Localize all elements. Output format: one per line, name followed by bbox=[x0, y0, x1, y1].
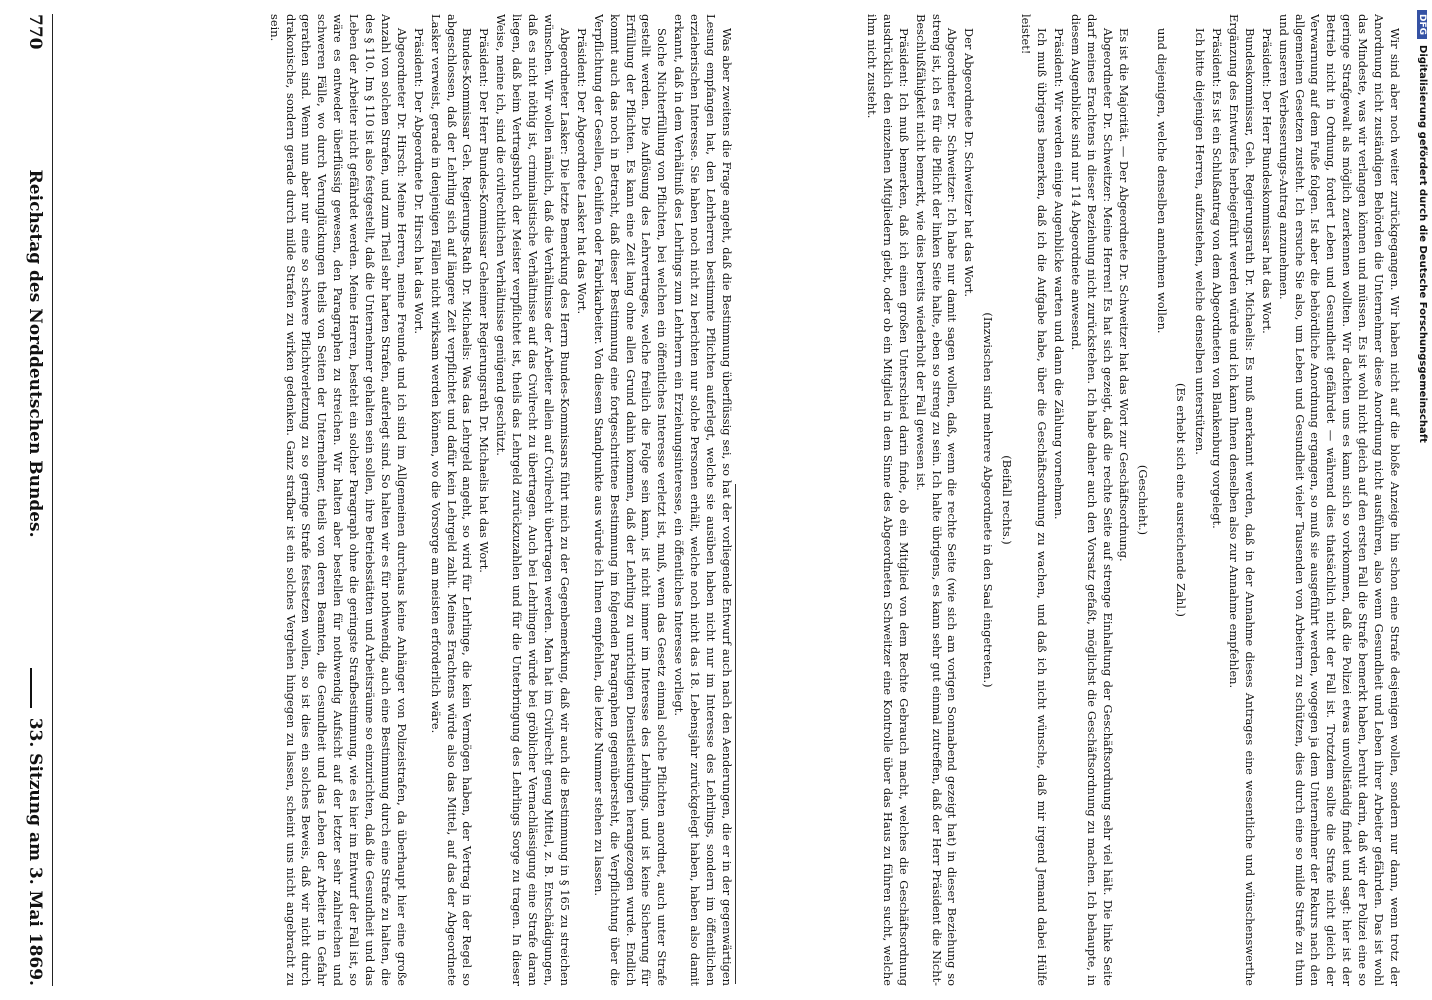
paragraph: Abgeordneter Lasker: Die letzte Bemerkung des Herrn Bundes-Kommissars führt mich zu der Gegenbemerkung, daß wir auch die Bestimmung in § 165 zu streichen wünschen. Wir wollen nämlich, daß die Verhältnisse der Arbeiter allein auf Civilrecht übertragen werden. Man hat im Civilrecht genug Mittel, z. B. Entschädigungen, daß es nicht nöthig ist, criminalistische Verhältnisse auf das Civilrecht zu übertragen. Auch bei Lehrlingen würde bei gröblicher Vernachlässigung eine Strafe daran liegen, daß beim Vertragsbruch der Meister verpflichtet ist, theils das Lehrgeld zurückzuzahlen und für die Unterbringung des Lehrlings Sorge zu tragen. In dieser Weise, meine ich, sind die civilrechtlichen Verhältnisse genügend geschützt. bbox=[494, 14, 572, 986]
paragraph: Der Abgeordnete Dr. Schweitzer hat das Wort. bbox=[962, 28, 977, 298]
publication-title: Reichstag des Norddeutschen Bundes. bbox=[25, 169, 45, 538]
paragraph: Ich muß übrigens bemerken, daß ich die Aufgabe habe, über die Geschäftsordnung zu wachen, und daß ich nicht wünsche, daß mir irgend Jemand dabei Hülfe leistet! bbox=[1019, 14, 1049, 986]
paragraph: Abgeordneter Dr. Schweitzer: Ich habe nur damit sagen wollen, daß, wenn die rechte Seite (wie sich am vorigen Sonnabend gezeigt hat) in dieser Beziehung so streng ist, ich es für die Pflicht der linken Seite halte, eben so streng zu sein. Ich halte übrigens, es kann sehr gut einmal zutreffen, daß der Herr Präsident die Nicht-Beschlußfähigkeit nicht bemerkt, wie dies bereits wiederholt der Fall gewesen ist. bbox=[913, 14, 960, 986]
paragraph: Es ist die Majorität. — Der Abgeordnete Dr. Schweitzer hat das Wort zur Geschäftsordnung. bbox=[1117, 28, 1132, 562]
paragraph: Abgeordneter Dr. Schweitzer: Meine Herren! Es hat sich gezeigt, daß die rechte Seite auf strenge Einhaltung der Geschäftsordnung sehr viel hält. Die linke Seite darf meines Erachtens in dieser Beziehung nicht zurückstehen. Ich habe daher auch den Vorsatz gefaßt, möglichst die Geschäftsordnung zu machen. Ich behaupte, in diesem Augenblicke sind nur 114 Abgeordnete anwesend. bbox=[1068, 14, 1115, 986]
dfg-logo: DFG bbox=[1417, 10, 1427, 39]
paragraph: Ich bitte diejenigen Herren, aufzustehen, welche denselben unterstützen. bbox=[1193, 28, 1208, 455]
speaker-line: Präsident: Ich muß bemerken, daß ich einen großen Unterschied darin finde, ob ein Mitglied von dem Rechte Gebrauch macht, welches die Geschäftsordnung ausdrücklich den einzelnen Mitgliedern giebt, oder ob ein Mitglied in dem Sinne des Abgeordneten Schweitzer eine Kontrolle über das Haus zu führen sucht, welche ihm nicht zusteht. bbox=[864, 14, 911, 986]
session-title bbox=[25, 658, 45, 986]
speaker-line: Präsident: Der Herr Bundeskommissar hat das Wort. bbox=[1259, 28, 1274, 334]
speaker-line: Präsident: Es ist ein Schlußantrag von dem Abgeordneten von Blankenburg vorgelegt. bbox=[1210, 28, 1225, 529]
paragraph: Wir sind aber noch weiter zurückgegangen. Wir haben nicht auf die bloße Anzeige hin schon eine Strafe desjenigen wollen, sondern nur dann, wenn trotz der Anordnung nicht zuständigen Behörden die Unternehmer diese Anordnung nicht ausführen, also wenn Gesundheit und Leben ihrer Arbeiter gefährden. Das ist wohl das Mindeste, was wir verlangen können und müssen. Es ist wohl nicht gleich auf den ersten Fall die Strafe bemerkt haben, beruht darin, daß wir der Polizei eine so geringe Strafgewalt als möglich zuerkennen wollten. Wir dachten uns es kann sich so vorkommen, daß die Polizei etwas unvollständig findet und sagt: hier ist der Betrieb nicht in Ordnung, fordert Leben und Gesundheit gefährdet — während dies thatsächlich nicht der Fall ist. Trotzdem sollte die Strafe nicht gleich der Verwarnung auf dem Fuße folgen. Ist aber die behördliche Anordnung ergangen, so muß sie ausgeführt werden, wogegen ja dem Unternehmer der Rekurs nach den allgemeinen Gesetzen zusteht. Ich ersuche Sie also, um Leben und Gesundheit vieler Tausenden von Arbeitern zu schützen, dies durch eine so milde Strafe zu thun und unseren Verbesserungs-Antrag anzunehmen. bbox=[1276, 14, 1402, 986]
speaker-line: Präsident: Der Herr Bundes-Kommissar Geheimer Regierungsrath Dr. Michaelis hat das Wort. bbox=[477, 28, 492, 573]
dfg-text: Digitalisierung gefördert durch die Deutsche Forschungsgemeinschaft bbox=[1417, 45, 1428, 443]
stage-direction: (Beifall rechts.) bbox=[1000, 455, 1015, 545]
paragraph: Was aber zweitens die Frage angeht, daß die Bestimmung überflüssig sei, so hat der vorliegende Entwurf auch nach den Aenderungen, die er in der gegenwärtigen Lesung empfangen hat, den Lehrherren bestimmte Pflichten auferlegt, welche sie ausüben haben nicht nur im Interesse des Lehrlings, sondern im öffentlichen erzieherischen Interesse. Sie haben noch nicht zu berichten nur solche Personen erhält, welche noch nicht das 18. Lebensjahr zurückgelegt haben, haben also damit erkannt, daß in dem Verhältniß des Lehrlings zum Lehrherrn ein Erziehungsinteresse, ein öffentliches Interesse vorliegt. bbox=[672, 14, 734, 986]
stage-direction: (Inzwischen sind mehrere Abgeordnete in den Saal eingetreten.) bbox=[981, 312, 996, 688]
text-column-right bbox=[740, 14, 1402, 986]
session-title-text: 33. Sitzung am 3. Mai 1869. bbox=[25, 717, 45, 986]
speaker-line: Präsident: Der Abgeordnete Dr. Hirsch hat das Wort. bbox=[411, 28, 426, 334]
paragraph: Solche Nichterfüllung von Pflichten, bei welchen ein öffentliches Interesse verletzt ist, muß, wenn das Gesetz einmal solche Pflichten anordnet, auch unter Strafe gestellt werden. Die Auflösung des Lehrvertrages, welche freilich die Folge sein kann, ist nicht immer im Interesse des Lehrlings, und ist keine Sicherung für Erfüllung der Pflichten. Es kann eine Zeit lang ohne allen Grund dahin kommen, daß der Lehrling zu unrichtigen Dienstleistungen herangezogen wurde. Endlich kommt auch das noch in Betracht, daß dieser Bestimmung eine fortgeschrittene Bestimmung im folgenden Paragraphen gegenübersteht, die Verpflichtung über die Verpflichtung der Gesellen, Gehilfen oder Fabrikarbeiter. Von diesem Standpunkte aus würde ich Ihnen empfehlen, die letzte Nummer stehen zu lassen. bbox=[591, 14, 670, 986]
column-rule bbox=[735, 484, 736, 984]
running-header bbox=[24, 14, 46, 986]
paragraph: und diejenigen, welche denselben annehmen wollen. bbox=[1155, 28, 1170, 334]
text-column-left bbox=[58, 14, 734, 986]
header-rule bbox=[52, 14, 53, 986]
paragraph: Abgeordneter Dr. Hirsch: Meine Herren, meine Freunde und ich sind im Allgemeinen durchaus keine Anhänger von Polizeistrafen, da überhaupt hier eine große Anzahl von solchen Strafen, und zum Theil sehr harten Strafen, auferlegt sind. So halten wir es für nothwendig, auch eine Bestimmung durch eine Strafe zu halten, die des § 110. Im § 110 ist also festgestellt, daß die Unternehmer gehalten sein sollen, ihre Betriebsstätten und Arbeitsräume so einzurichten, daß die Gesundheit und das Leben der Arbeiter nicht gefährdet werden. Meine Herren, besteht ein solcher Paragraph ohne die geringste Strafbestimmung, wie es hier im Entwurf der Fall ist, so wäre es entweder überflüssig gewesen, den Paragraphen zu streichen. Wir halten aber bestellen für nothwendig Aufsicht auf der letzter sehr zahlreichen und schweren Fälle, wo durch Verunglückungen theils von Seiten der Unternehmer, theils von deren Beamten, die Gesundheit und das Leben der Arbeiter in Gefahr gerathen sind. Wenn nun aber nur eine so schwere Pflichtverletzung zu so geringe Strafe festsetzen wollen, so ist dies ein solches Beweis, daß wir nicht durch drakonische, sondern gerade durch milde Strafen zu wirken gedenken. Ganz strafbar ist ein solches Vergehen hingegen zu lassen, scheint uns nicht angebracht zu sein. bbox=[267, 14, 409, 986]
paragraph: Bundeskommissar, Geh. Regierungsrath Dr. Michaelis: Es muß anerkannt werden, daß in der Annahme dieses Antrages eine wesentliche und wünschenswerthe Ergänzung des Entwurfes herbeigeführt werden würde und ich kann Ihnen denselben also zur Annahme empfehlen. bbox=[1226, 14, 1257, 986]
stage-direction: (Es erhebt sich eine ausreichende Zahl.) bbox=[1174, 383, 1189, 617]
stage-direction: (Geschieht.) bbox=[1136, 464, 1151, 536]
speaker-line: Präsident: Der Abgeordnete Lasker hat das Wort. bbox=[574, 28, 589, 315]
speaker-line: Präsident: Wir werden einige Augenblicke warten und dann die Zählung vornehmen. bbox=[1051, 28, 1066, 520]
paragraph: Bundes-Kommissar Geh. Regierungs-Rath Dr. Michaelis: Was das Lehrgeld angeht, so wird für Lehrlinge, die kein Vermögen haben, der Vertrag in der Regel so abgeschlossen, daß der Lehrling sich auf längere Zeit verpflichtet und dafür kein Lehrgeld zahlt. Meines Erachtens würde also das Mittel, auf das der Abgeordnete Lasker verweist, gerade in denjenigen Fällen nicht wirksam werden können, wo die Vorsorge am meisten erforderlich wäre. bbox=[428, 14, 475, 986]
page-number: 770 bbox=[25, 14, 45, 50]
dfg-stamp bbox=[1412, 10, 1428, 760]
